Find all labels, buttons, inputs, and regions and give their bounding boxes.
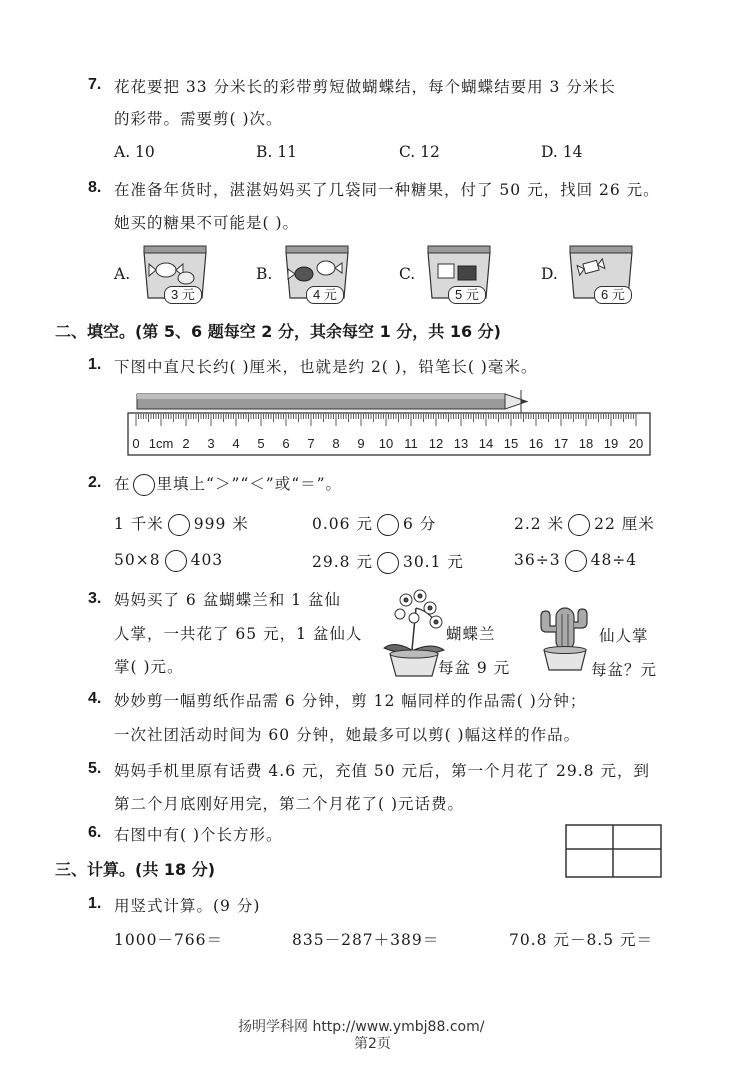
question-number: 7. xyxy=(88,76,102,93)
option-a: A. 10 xyxy=(114,143,155,161)
ruler-label: 3 xyxy=(207,436,215,451)
question-text: 下图中直尺长约( )厘米，也就是约 2( )，铅笔长( )毫米。 xyxy=(114,358,538,376)
ruler-label: 1cm xyxy=(148,436,174,451)
calc-problem: 1000－766＝ xyxy=(114,931,224,949)
calc-problem: 835－287＋389＝ xyxy=(292,931,440,949)
orchid-price: 每盆 9 元 xyxy=(438,659,511,677)
question-text: 她买的糖果不可能是( )。 xyxy=(114,214,300,232)
left-expr: 29.8 元 xyxy=(312,553,373,571)
option-b: B. xyxy=(256,265,273,283)
answer-circle[interactable] xyxy=(568,514,590,536)
question-number: 3. xyxy=(88,590,102,607)
question-text: 一次社团活动时间为 60 分钟，她最多可以剪( )幅这样的作品。 xyxy=(114,726,581,744)
question-instruction xyxy=(114,472,342,496)
price-tag: 4 元 xyxy=(306,286,344,304)
question-text: 用竖式计算。(9 分) xyxy=(114,897,261,915)
ruler-label: 12 xyxy=(428,436,444,451)
orchid-label: 蝴蝶兰 xyxy=(446,625,496,643)
right-expr: 22 厘米 xyxy=(594,515,655,533)
left-expr: 1 千米 xyxy=(114,515,164,533)
option-c: C. xyxy=(399,265,416,283)
option-b: B. 11 xyxy=(256,143,297,161)
ruler-label: 9 xyxy=(357,436,365,451)
question-text: 花花要把 33 分米长的彩带剪短做蝴蝶结，每个蝴蝶结要用 3 分米长 xyxy=(114,78,616,96)
rectangle-figure xyxy=(565,824,663,880)
compare-circle-icon xyxy=(133,474,155,496)
ruler-label: 15 xyxy=(503,436,519,451)
answer-circle[interactable] xyxy=(377,514,399,536)
question-number: 4. xyxy=(88,690,102,707)
ruler-label: 18 xyxy=(578,436,594,451)
question-text: 妙妙剪一幅剪纸作品需 6 分钟，剪 12 幅同样的作品需( )分钟； xyxy=(114,692,587,710)
left-expr: 36÷3 xyxy=(514,551,561,569)
ruler-label: 16 xyxy=(528,436,544,451)
answer-circle[interactable] xyxy=(565,550,587,572)
section-heading: 三、计算。(共 18 分) xyxy=(55,860,216,879)
instruction-before: 在 xyxy=(114,475,131,493)
question-number: 6. xyxy=(88,824,102,841)
left-expr: 50×8 xyxy=(114,551,161,569)
ruler-label: 4 xyxy=(232,436,240,451)
page-number: 第2页 xyxy=(354,1036,391,1052)
ruler-label: 8 xyxy=(332,436,340,451)
cactus-label: 仙人掌 xyxy=(599,627,649,645)
question-text: 掌( )元。 xyxy=(114,658,184,676)
right-expr: 999 米 xyxy=(193,515,249,533)
ruler-label: 10 xyxy=(378,436,394,451)
answer-circle[interactable] xyxy=(168,514,190,536)
question-number: 1. xyxy=(88,356,102,373)
ruler-label: 6 xyxy=(282,436,290,451)
option-a: A. xyxy=(114,265,131,283)
ruler-label: 7 xyxy=(307,436,315,451)
left-expr: 2.2 米 xyxy=(514,515,565,533)
price-tag: 3 元 xyxy=(164,286,202,304)
option-c: C. 12 xyxy=(399,143,440,161)
instruction-after: 里填上“＞”“＜”或“＝”。 xyxy=(156,475,343,493)
ruler-label: 13 xyxy=(453,436,469,451)
question-text: 妈妈买了 6 盆蝴蝶兰和 1 盆仙 xyxy=(114,591,341,609)
question-text: 的彩带。需要剪( )次。 xyxy=(114,110,283,128)
option-d: D. xyxy=(541,265,558,283)
section-heading: 二、填空。(第 5、6 题每空 2 分，其余每空 1 分，共 16 分) xyxy=(55,322,501,341)
price-tag: 5 元 xyxy=(448,286,486,304)
right-expr: 403 xyxy=(190,551,224,569)
ruler-label: 2 xyxy=(182,436,190,451)
question-text: 在准备年货时，湛湛妈妈买了几袋同一种糖果，付了 50 元，找回 26 元。 xyxy=(114,181,660,199)
option-d: D. 14 xyxy=(541,143,583,161)
question-number: 2. xyxy=(88,474,102,491)
right-expr: 6 分 xyxy=(402,515,437,533)
right-expr: 30.1 元 xyxy=(402,553,464,571)
answer-circle[interactable] xyxy=(165,550,187,572)
ruler-label: 0 xyxy=(132,436,140,451)
question-number: 1. xyxy=(88,895,102,912)
cactus-price: 每盆？元 xyxy=(591,661,658,679)
right-expr: 48÷4 xyxy=(590,551,638,569)
ruler-label: 5 xyxy=(257,436,265,451)
question-number: 8. xyxy=(88,179,102,196)
watermark: 扬明学科网 http://www.ymbj88.com/ xyxy=(238,1019,485,1035)
question-text: 右图中有( )个长方形。 xyxy=(114,826,283,844)
left-expr: 0.06 元 xyxy=(312,515,373,533)
ruler-label: 20 xyxy=(628,436,644,451)
question-text: 第二个月底刚好用完，第二个月花了( )元话费。 xyxy=(114,795,465,813)
question-text: 妈妈手机里原有话费 4.6 元，充值 50 元后，第一个月花了 29.8 元，到 xyxy=(114,762,650,780)
compare-item xyxy=(114,550,223,572)
ruler-label: 17 xyxy=(553,436,569,451)
ruler-with-pencil xyxy=(127,390,651,457)
answer-circle[interactable] xyxy=(377,552,399,574)
question-number: 5. xyxy=(88,760,102,777)
ruler-label: 11 xyxy=(404,436,418,451)
compare-item xyxy=(114,512,249,536)
compare-item xyxy=(514,550,637,572)
question-text: 人掌，一共花了 65 元，1 盆仙人 xyxy=(114,625,363,643)
compare-item xyxy=(312,512,436,536)
cactus-pot-icon xyxy=(536,604,594,674)
ruler-label: 14 xyxy=(478,436,494,451)
calc-problem: 70.8 元－8.5 元＝ xyxy=(509,931,654,949)
price-tag: 6 元 xyxy=(594,286,632,304)
compare-item xyxy=(514,512,655,536)
compare-item xyxy=(312,550,464,574)
ruler-label: 19 xyxy=(603,436,619,451)
